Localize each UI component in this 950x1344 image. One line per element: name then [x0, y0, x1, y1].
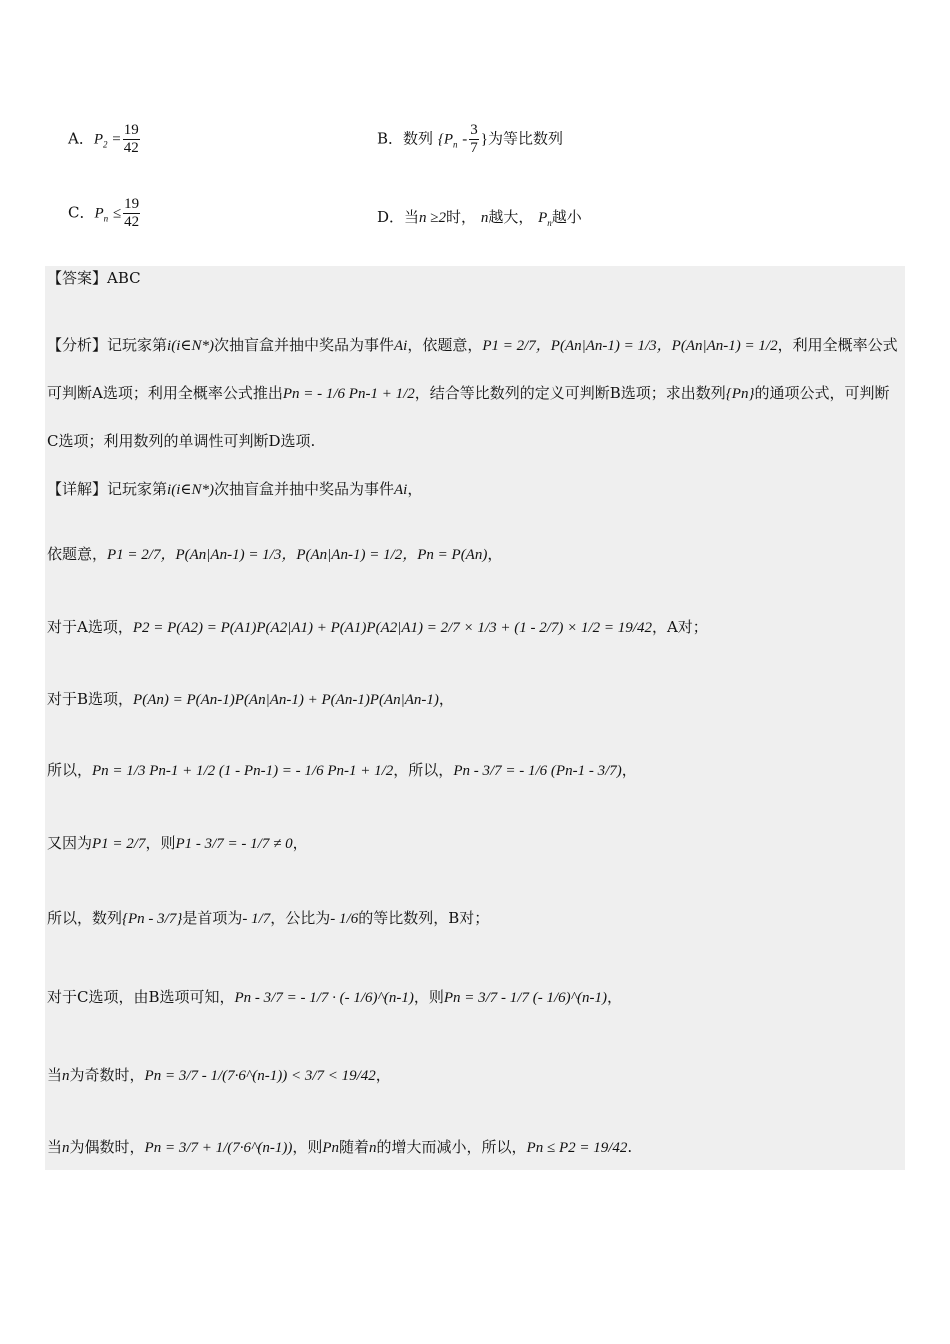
option-b: B．数列 {$P_n$ - $\frac{3}{7}$ }为等比数列	[377, 122, 563, 156]
option-c: C．$P_n$ ≤ $\frac{19}{42}$	[68, 196, 140, 230]
answer-line: 【答案】ABC	[47, 269, 141, 287]
detail-line-5: 所以，Pn = 1/3 Pn-1 + 1/2 (1 - Pn-1) = - 1/6 Pn-1 + 1/2，所以，Pn - 3/7 = - 1/6 (Pn-1 - 3/7)，	[47, 761, 637, 779]
detail-line-8: 对于C选项，由B选项可知，Pn - 3/7 = - 1/7 · (- 1/6)^(n-1)，则Pn = 3/7 - 1/7 (- 1/6)^(n-1)，	[47, 988, 622, 1006]
detail-line-1: 【详解】记玩家第i(i∈N*)次抽盲盒并抽中奖品为事件Ai，	[47, 480, 423, 498]
detail-line-9: 当n为奇数时，Pn = 3/7 - 1/(7·6^(n-1)) < 3/7 < 19/42，	[47, 1066, 391, 1084]
detail-line-4: 对于B选项，P(An) = P(An-1)P(An|An-1) + P(An-1)P(An|An-1)，	[47, 690, 454, 708]
detail-line-10: 当n为偶数时，Pn = 3/7 + 1/(7·6^(n-1))，则Pn随着n的增大而减小，所以，Pn ≤ P2 = 19/42.	[47, 1138, 633, 1156]
detail-line-7: 所以，数列{Pn - 3/7}是首项为- 1/7，公比为- 1/6的等比数列，B对；	[47, 909, 490, 927]
detail-line-6: 又因为P1 = 2/7，则P1 - 3/7 = - 1/7 ≠ 0，	[47, 834, 308, 852]
analysis-paragraph: 【分析】记玩家第i(i∈N*)次抽盲盒并抽中奖品为事件Ai，依题意，P1 = 2/7，P(An|An-1) = 1/3，P(An|An-1) = 1/2，利用全概率公式可判断A选项；利用全概率公式推出Pn = - 1/6 Pn-1 + 1/2，结合等比数列的定义可判断B选项；求出数列{Pn}的通项公式，可判断C选项；利用数列的单调性可判断D选项.	[47, 336, 898, 450]
option-d: D．当n ≥2时， n越大， $P_n$越小	[377, 208, 582, 228]
detail-line-2: 依题意，P1 = 2/7，P(An|An-1) = 1/3，P(An|An-1) = 1/2，Pn = P(An)，	[47, 545, 503, 563]
option-a: A．$P_2$ = $\frac{19}{42}$	[68, 122, 139, 156]
detail-line-3: 对于A选项，P2 = P(A2) = P(A1)P(A2|A1) + P(A1)P(A2|A1) = 2/7 × 1/3 + (1 - 2/7) × 1/2 = 19/42，A对；	[47, 618, 708, 636]
